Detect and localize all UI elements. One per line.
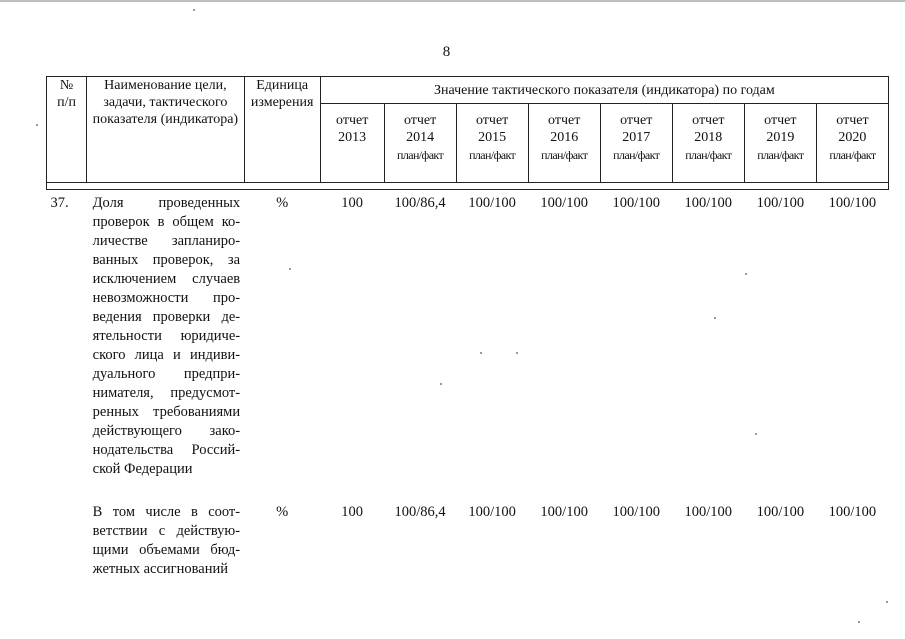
header-number-line1: № bbox=[59, 78, 74, 93]
header-year-2017 bbox=[600, 104, 672, 183]
row-value-2013: 100 bbox=[341, 195, 364, 211]
header-year-2015 bbox=[456, 104, 528, 183]
scan-speck bbox=[714, 317, 716, 319]
year-kind: отчет bbox=[764, 113, 797, 128]
row-value-2018: 100/100 bbox=[684, 195, 733, 211]
header-number-line2: п/п bbox=[57, 95, 76, 110]
row-unit: % bbox=[276, 195, 289, 211]
table-row bbox=[47, 503, 889, 579]
header-year-2014 bbox=[384, 104, 456, 183]
header-unit-line2: измерения bbox=[250, 95, 314, 110]
year-note: план/факт bbox=[469, 148, 516, 162]
header-bottom-rule bbox=[47, 183, 889, 190]
row-value-2013: 100 bbox=[341, 504, 364, 520]
year-label: 2019 bbox=[766, 130, 795, 145]
year-kind: отчет bbox=[475, 113, 509, 128]
indicator-table bbox=[46, 76, 889, 579]
header-year-2013 bbox=[320, 104, 384, 183]
year-kind: отчет bbox=[548, 113, 581, 128]
row-value-2014: 100/86,4 bbox=[394, 504, 446, 520]
year-kind: отчет bbox=[836, 113, 869, 128]
year-note: план/факт bbox=[757, 148, 804, 162]
table-row bbox=[47, 194, 889, 479]
row-value-2020: 100/100 bbox=[828, 504, 877, 520]
row-value-2017: 100/100 bbox=[612, 195, 660, 211]
header-unit-line1: Единица bbox=[256, 78, 309, 93]
scan-speck bbox=[36, 124, 38, 126]
year-note: план/факт bbox=[397, 148, 444, 162]
header-year-2019 bbox=[744, 104, 816, 183]
row-indicator-name: В том числе в соот-ветствии с действую-щими объемами бюд-жетных ассигнований bbox=[92, 504, 241, 577]
row-value-2015: 100/100 bbox=[468, 195, 516, 211]
header-name: Наименование цели, задачи, тактического показателя (индикатора) bbox=[87, 77, 244, 183]
row-value-2014: 100/86,4 bbox=[394, 195, 446, 211]
row-value-2015: 100/100 bbox=[468, 504, 516, 520]
scan-speck bbox=[440, 383, 442, 385]
year-label: 2018 bbox=[694, 130, 723, 145]
year-label: 2016 bbox=[550, 130, 579, 145]
scan-speck bbox=[755, 433, 757, 435]
header-year-2018 bbox=[672, 104, 744, 183]
header-year-2016 bbox=[528, 104, 600, 183]
row-number bbox=[47, 503, 87, 579]
year-kind: отчет bbox=[692, 113, 725, 128]
row-unit: % bbox=[276, 504, 289, 520]
row-indicator-name: Доля проведенных проверок в общем ко-личестве запланиро-ванных проверок, за исключением случаев невозможности про-ведения проверки де-ятельности юридиче-ского лица и индиви-дуального предпри-нимателя, предусмот-ренных требованиями действующего зако-нодательства Россий-ской Федерации bbox=[92, 195, 241, 477]
scan-speck bbox=[193, 9, 195, 11]
row-value-2018: 100/100 bbox=[684, 504, 733, 520]
scan-speck bbox=[745, 273, 747, 275]
year-label: 2017 bbox=[622, 130, 651, 145]
year-label: 2014 bbox=[406, 130, 435, 145]
year-kind: отчет bbox=[620, 113, 653, 128]
row-value-2016: 100/100 bbox=[540, 504, 588, 520]
row-value-2016: 100/100 bbox=[540, 195, 588, 211]
row-value-2017: 100/100 bbox=[612, 504, 660, 520]
header-values-by-year: Значение тактического показателя (индикатора) по годам bbox=[320, 77, 888, 104]
scan-speck bbox=[858, 621, 860, 623]
scan-speck bbox=[516, 352, 518, 354]
year-kind: отчет bbox=[336, 113, 369, 128]
year-kind: отчет bbox=[403, 113, 437, 128]
header-year-2020 bbox=[816, 104, 888, 183]
page-number: 8 bbox=[442, 44, 451, 60]
year-label: 2013 bbox=[338, 130, 367, 145]
year-note: план/факт bbox=[685, 148, 732, 162]
year-note: план/факт bbox=[541, 148, 588, 162]
year-label: 2020 bbox=[838, 130, 867, 145]
row-value-2020: 100/100 bbox=[828, 195, 877, 211]
year-note: план/факт bbox=[613, 148, 660, 162]
scan-speck bbox=[480, 352, 482, 354]
year-label: 2015 bbox=[478, 130, 507, 145]
scan-speck bbox=[289, 268, 291, 270]
year-note: план/факт bbox=[829, 148, 876, 162]
row-value-2019: 100/100 bbox=[756, 195, 805, 211]
header-number bbox=[47, 77, 87, 183]
row-value-2019: 100/100 bbox=[756, 504, 805, 520]
scan-speck bbox=[886, 601, 888, 603]
scan-top-edge bbox=[0, 0, 905, 2]
row-number: 37. bbox=[50, 195, 69, 211]
header-unit bbox=[244, 77, 320, 183]
